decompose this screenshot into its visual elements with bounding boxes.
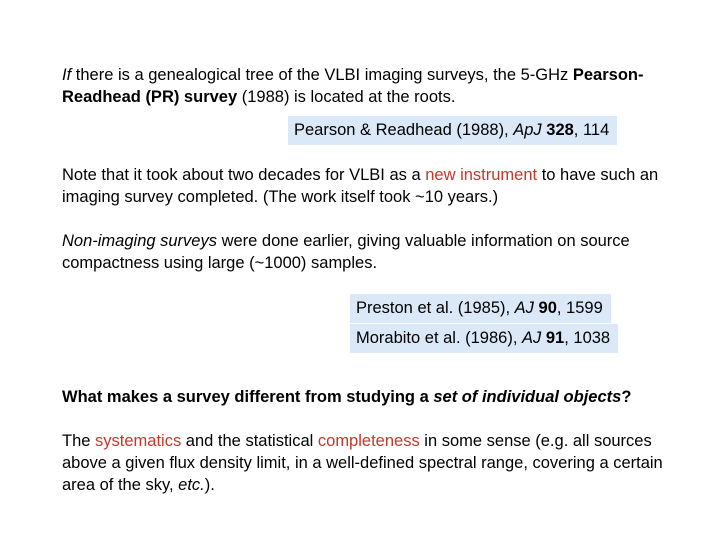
non-imaging-paragraph <box>62 230 682 274</box>
question-mark: ? <box>621 388 632 406</box>
answer-text-cont: in some sense (e.g. all sources above a given flux density limit, in a well-defined spectral range, covering a certain area of the sky, <box>62 432 663 494</box>
reference-preston <box>350 294 611 323</box>
answer-text-mid: and the statistical <box>181 432 318 450</box>
intro-text-end: (1988) is located at the roots. <box>237 88 456 106</box>
ref-volume: 90 <box>538 299 557 317</box>
ref-page: , 1599 <box>556 299 603 317</box>
ref-journal: ApJ <box>513 121 542 139</box>
ref-volume: 328 <box>546 121 574 139</box>
reference-pearson-readhead <box>288 116 617 145</box>
intro-paragraph <box>62 64 682 108</box>
answer-paragraph <box>62 430 682 496</box>
non-imaging-term: Non-imaging surveys <box>62 232 217 250</box>
non-imaging-text: were done earlier, giving valuable information on source compactness using large (~1000) samples. <box>62 232 630 272</box>
ref-authors: Morabito et al. (1986), <box>356 329 522 347</box>
pr-survey-name: Pearson-Readhead (PR) survey <box>62 66 644 106</box>
reference-morabito <box>350 324 618 353</box>
decades-paragraph <box>62 164 682 208</box>
question-text: What makes a survey different from studying a <box>62 388 434 406</box>
answer-text-end: ). <box>204 476 215 494</box>
intro-text: there is a genealogical tree of the VLBI imaging surveys, the 5-GHz <box>71 66 573 84</box>
ref-authors: Pearson & Readhead (1988), <box>294 121 514 139</box>
question-emphasis: set of individual objects <box>433 388 622 406</box>
etc-term: etc. <box>178 476 205 494</box>
intro-if: If <box>62 66 72 84</box>
decades-text-end: to have such an imaging survey completed. (The work itself took ~10 years.) <box>62 166 659 206</box>
decades-text: Note that it took about two decades for VLBI as a <box>62 166 426 184</box>
ref-page: , 1038 <box>564 329 611 347</box>
ref-authors: Preston et al. (1985), <box>356 299 515 317</box>
ref-journal: AJ <box>522 329 542 347</box>
ref-journal: AJ <box>514 299 534 317</box>
new-instrument-highlight: new instrument <box>425 166 538 184</box>
completeness-highlight: completeness <box>317 432 420 450</box>
survey-question <box>62 386 682 408</box>
ref-page: , 114 <box>573 121 610 139</box>
ref-volume: 91 <box>545 329 565 347</box>
systematics-highlight: systematics <box>95 432 182 450</box>
answer-text: The <box>62 432 96 450</box>
